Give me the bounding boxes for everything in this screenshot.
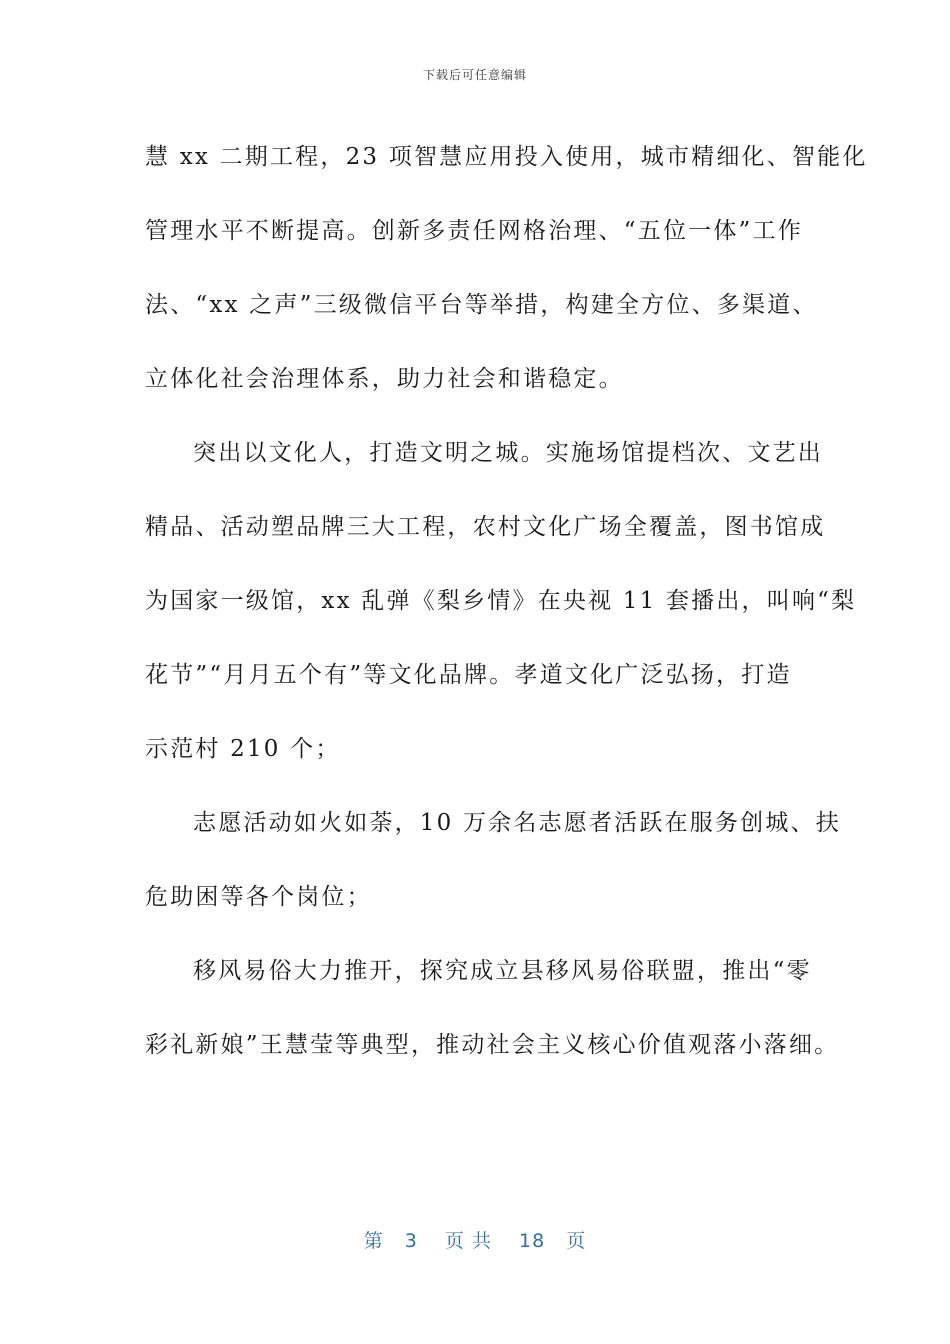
text-line: 慧 xx 二期工程，23 项智慧应用投入使用，城市精细化、智能化 — [145, 144, 868, 170]
page-header: 下载后可任意编辑 — [422, 68, 527, 82]
footer-prefix: 第 — [363, 1230, 384, 1252]
page-footer — [0, 1226, 950, 1253]
paragraph — [145, 416, 857, 786]
text-line: 示范村 210 个； — [145, 736, 341, 762]
footer-page-number: 3 — [404, 1230, 418, 1252]
text-line: 管理水平不断提高。创新多责任网格治理、“五位一体”工作 — [145, 218, 803, 244]
paragraph — [145, 120, 868, 416]
document-body — [145, 120, 868, 1082]
text-line: 精品、活动塑品牌三大工程，农村文化广场全覆盖，图书馆成 — [145, 514, 826, 540]
text-line: 彩礼新娘”王慧莹等典型，推动社会主义核心价值观落小落细。 — [145, 1032, 840, 1058]
paragraph — [145, 786, 841, 934]
text-line: 突出以文化人，打造文明之城。实施场馆提档次、文艺出 — [193, 440, 823, 466]
text-line: 危助困等各个岗位； — [145, 884, 372, 910]
text-line: 为国家一级馆，xx 乱弹《梨乡情》在央视 11 套播出，叫响“梨 — [145, 588, 857, 614]
text-line: 立体化社会治理体系，助力社会和谐稳定。 — [145, 366, 624, 392]
paragraph — [145, 934, 840, 1082]
footer-suffix: 页 — [566, 1230, 587, 1252]
text-line: 移风易俗大力推开，探究成立县移风易俗联盟，推出“零 — [193, 958, 812, 984]
text-line: 志愿活动如火如荼，10 万余名志愿者活跃在服务创城、扶 — [193, 810, 841, 836]
text-line: 花节”“月月五个有”等文化品牌。孝道文化广泛弘扬，打造 — [145, 662, 792, 688]
text-line: 法、“xx 之声”三级微信平台等举措，构建全方位、多渠道、 — [145, 292, 818, 318]
footer-middle: 页 共 — [444, 1230, 492, 1252]
footer-total-pages: 18 — [519, 1230, 546, 1252]
